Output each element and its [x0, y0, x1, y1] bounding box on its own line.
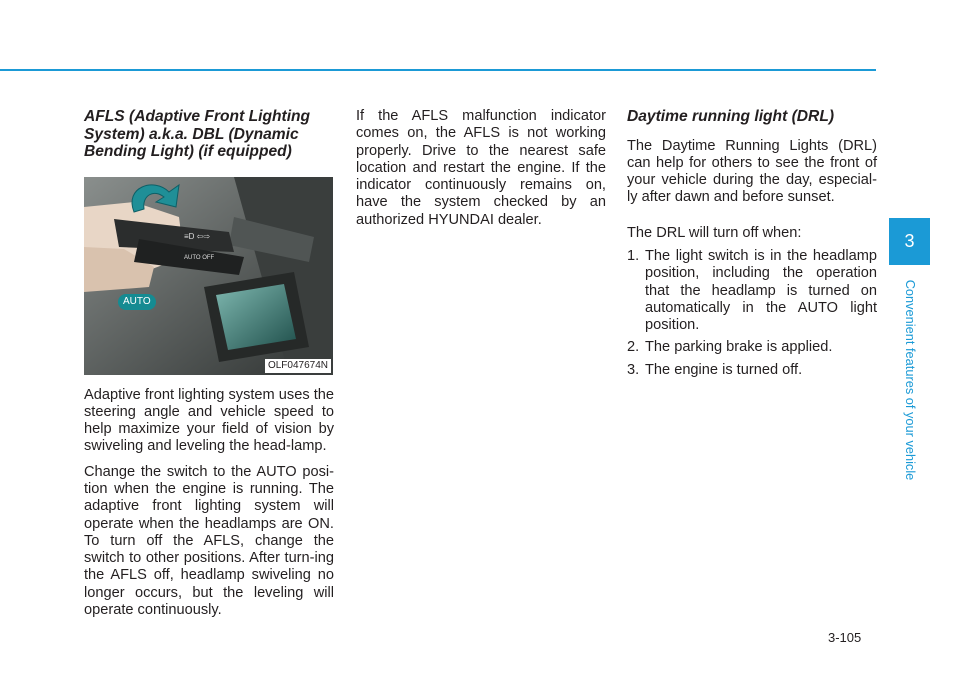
list-item — [627, 248, 877, 334]
drl-heading: Daytime running light (DRL) — [627, 108, 835, 125]
afls-paragraph-3: If the AFLS malfunction indicator comes on, the AFLS is not working properly. Drive to the nearest safe location and restart the engine. If the indicator continuously remains on, have the system checked by an authorized HYUNDAI dealer. — [356, 108, 606, 228]
chapter-tab: 3 — [889, 218, 930, 265]
list-item — [627, 362, 877, 379]
auto-position-label: AUTO — [118, 294, 156, 310]
afls-malfunction-column — [356, 108, 606, 229]
chapter-title: Convenient features of your vehicle — [903, 279, 918, 481]
drl-list-intro: The DRL will turn off when: — [627, 224, 802, 241]
list-item-text: The engine is turned off. — [645, 361, 803, 378]
afls-column — [84, 108, 334, 619]
drl-intro: The Daytime Running Lights (DRL) can help for others to see the front of your vehicle during the day, especial-ly after dawn and before sunset. — [627, 137, 877, 206]
afls-paragraph-2: Change the switch to the AUTO posi-tion when the engine is running. The adaptive front lighting system will operate when the headlamps are ON. To turn off the AFLS, change the switch to other positions. After turn-ing the AFLS off, headlamp swiveling no longer occurs, but the leveling will operate continuously. — [84, 463, 334, 619]
drl-off-conditions-list — [627, 248, 877, 379]
list-item — [627, 339, 877, 356]
afls-heading: AFLS (Adaptive Front Lighting System) a.k.a. DBL (Dynamic Bending Light) (if equipped) — [84, 108, 311, 160]
list-item-number: 1. — [627, 247, 640, 264]
list-item-number: 3. — [627, 361, 640, 378]
svg-text:AUTO OFF: AUTO OFF — [184, 254, 215, 261]
figure-caption: OLF047674N — [265, 359, 331, 373]
header-rule — [0, 69, 876, 71]
afls-switch-illustration — [84, 177, 333, 375]
drl-column — [627, 108, 877, 384]
list-item-text: The parking brake is applied. — [645, 339, 833, 356]
headlamp-switch-image — [84, 177, 333, 375]
svg-text:≡D ⇦⇨: ≡D ⇦⇨ — [184, 231, 211, 241]
list-item-number: 2. — [627, 339, 640, 356]
afls-paragraph-1: Adaptive front lighting system uses the steering angle and vehicle speed to help maximize your field of vision by swiveling and leveling the head-lamp. — [84, 386, 334, 455]
page-number: 3-105 — [828, 630, 862, 645]
list-item-text: The light switch is in the headlamp position, including the operation that the headlamp is turned on automatically in the AUTO light position. — [645, 247, 877, 334]
